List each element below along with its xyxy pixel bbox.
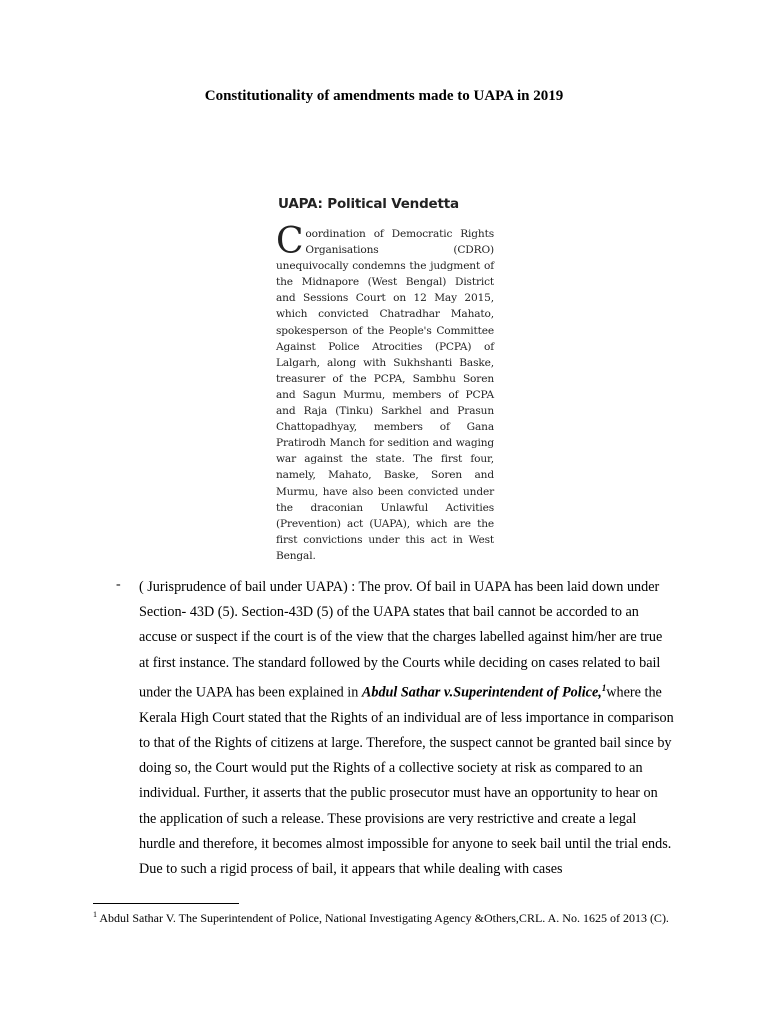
footnote-text: Abdul Sathar V. The Superintendent of Police, National Investigating Agency &Others,CRL. A. No. 1625 of 2013 (C).: [97, 911, 669, 925]
paragraph-text-before: ( Jurisprudence of bail under UAPA) : The prov. Of bail in UAPA has been laid down under Section- 43D (5). Section-43D (5) of the UAPA states that bail cannot be accorded to an accuse or suspect if the court is of the view that the charges labelled against him/her are true at first instance. The standard followed by the Courts while deciding on cases related to bail under the UAPA has been explained in: [139, 579, 663, 701]
bail-paragraph: [139, 575, 675, 882]
footnote: [93, 907, 678, 926]
bullet-marker: -: [116, 577, 121, 592]
clipping-heading: UAPA: Political Vendetta: [278, 196, 459, 212]
document-title: Constitutionality of amendments made to UAPA in 2019: [204, 88, 564, 104]
footnote-number: 1: [93, 910, 97, 919]
paragraph-text-after: where the Kerala High Court stated that the Rights of an individual are of less importance in comparison to that of the Rights of citizens at large. Therefore, the suspect cannot be granted bail since by doing so, the Court would put the Rights of a collective society at risk as compared to an individual. Further, it asserts that the public prosecutor must have an opportunity to hear on the application of such a release. These provisions are very restrictive and create a legal hurdle and therefore, it becomes almost impossible for anyone to seek bail until the trial ends. Due to such a rigid process of bail, it appears that while dealing with cases: [139, 684, 674, 877]
clipping-text: oordination of Democratic Rights Organisations (CDRO) unequivocally condemns the judgment of the Midnapore (West Bengal) District and Sessions Court on 12 May 2015, which convicted Chatradhar Mahato, spokesperson of the People's Committee Against Police Atrocities (PCPA) of Lalgarh, along with Sukhshanti Baske, treasurer of the PCPA, Sambhu Soren and Sagun Murmu, members of PCPA and Raja (Tinku) Sarkhel and Prasun Chattopadhyay, members of Gana Pratirodh Manch for sedition and waging war against the state. The first four, namely, Mahato, Baske, Soren and Murmu, have also been convicted under the draconian Unlawful Activities (Prevention) act (UAPA), which are the first convictions under this act in West Bengal.: [276, 228, 494, 562]
case-citation: Abdul Sathar v.Superintendent of Police,: [361, 684, 602, 701]
footnote-separator: [93, 903, 239, 904]
clipping-dropcap: C: [276, 221, 304, 262]
clipping-body: [276, 221, 494, 564]
newspaper-clipping-image: [276, 196, 494, 562]
footnote-reference[interactable]: 1: [601, 682, 607, 693]
